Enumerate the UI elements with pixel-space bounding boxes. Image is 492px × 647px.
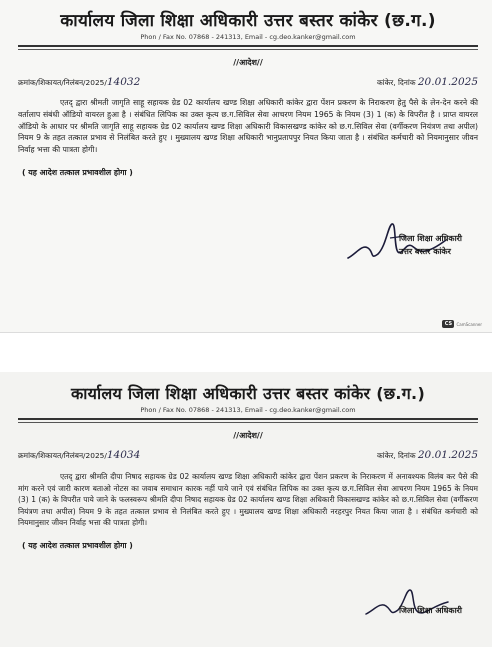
order-heading: //आदेश// — [233, 431, 263, 440]
reference-number — [18, 76, 140, 88]
date-prefix: कांकेर, दिनांक — [376, 78, 416, 87]
order-body — [18, 97, 478, 156]
office-title: कार्यालय जिला शिक्षा अधिकारी उत्तर बस्तर कांकेर (छ.ग.) — [70, 384, 426, 403]
order-date — [377, 76, 478, 88]
effective-note: ( यह आदेश तत्काल प्रभावशील होगा ) — [22, 167, 133, 177]
camscanner-logo-icon: CS — [442, 320, 454, 328]
effective-note: ( यह आदेश तत्काल प्रभावशील होगा ) — [22, 540, 133, 550]
page-gap — [0, 332, 492, 373]
reference-prefix: क्रमांक/शिकायत/निलंबन/2025/ — [18, 78, 107, 87]
order-heading: //आदेश// — [233, 58, 263, 67]
office-contact: Phon / Fax No. 07868 - 241313, Email - cg.deo.kanker@gmail.com — [140, 33, 356, 41]
signatory-designation: जिला शिक्षा अधिकारी — [398, 606, 462, 615]
signatory-designation: जिला शिक्षा अधिकारी — [398, 234, 462, 243]
reference-handwritten-number: 14034 — [106, 449, 141, 461]
camscanner-badge — [442, 320, 482, 328]
order-document-2 — [0, 372, 492, 647]
header-rule-thin — [18, 49, 478, 50]
office-contact: Phon / Fax No. 07868 - 241313, Email - cg.deo.kanker@gmail.com — [140, 406, 356, 414]
signatory-block — [399, 604, 462, 617]
signatory-location: उत्तर बस्तर कांकेर — [398, 247, 451, 256]
reference-row — [18, 449, 478, 461]
order-body — [18, 471, 478, 529]
header-rule — [18, 45, 478, 47]
reference-handwritten-number: 14032 — [106, 76, 141, 88]
reference-prefix: क्रमांक/शिकायत/निलंबन/2025/ — [18, 451, 107, 460]
header-rule — [18, 418, 478, 420]
camscanner-label: CamScanner — [456, 321, 482, 327]
date-handwritten: 20.01.2025 — [417, 449, 478, 461]
date-handwritten: 20.01.2025 — [417, 76, 478, 88]
office-title: कार्यालय जिला शिक्षा अधिकारी उत्तर बस्तर कांकेर (छ.ग.) — [60, 11, 436, 31]
reference-row — [18, 76, 478, 88]
reference-number — [18, 449, 140, 461]
date-prefix: कांकेर, दिनांक — [376, 451, 416, 460]
header-rule-thin — [18, 422, 478, 423]
order-body-paragraph: एतद् द्वारा श्रीमति दीपा निषाद सहायक ग्रेड 02 कार्यालय खण्ड शिक्षा अधिकारी कांकेर द्वारा पेंशन प्रकरण के निराकरण में अनावश्यक विलंब कर पैसे की मांग करने एवं जारी कारण बताओ नोटस का जवाब समाधान कारक नहीं पाये जाने एवं संबंधित लिपिक का उक्त कृत्य छ.ग.सिविल सेवा आचरण नियम 1965 के नियम (3) 1 (क) के विपरीत पाये जाने के फलस्वरूप श्रीमति दीपा निषाद सहायक ग्रेड 02 कार्यालय खण्ड शिक्षा अधिकारी विकासखण्ड कांकेर को छ.ग.सिविल सेवा (वर्गीकरण नियंत्रण तथा अपील) नियम 9 के तहत तत्काल प्रभाव से निलंबित करते हुए । मुख्यालय खण्ड शिक्षा अधिकारी नरहरपुर नियत किया जाता है । संबंधित कर्मचारी को नियमानुसार जीवन निर्वाह भत्ता की पात्रता होगी। — [18, 472, 478, 528]
signatory-block — [399, 232, 462, 258]
order-date — [377, 449, 478, 461]
order-body-paragraph: एतद् द्वारा श्रीमती जागृति साहू सहायक ग्रेड 02 कार्यालय खण्ड शिक्षा अधिकारी कांकेर द्वारा पेंशन प्रकरण के निराकरण हेतु पैसे के लेन-देन करने की वर्तालाप संबंधी ऑडियो वायरल हुआ है । संबंधित लिपिक का उक्त कृत्य छ.ग.सिविल सेवा आचरण नियम 1965 के नियम (3) 1 (क) के विपरीत है । प्राप्त वायरल ऑडियो के आधार पर श्रीमति जागृति साहू सहायक ग्रेड 02 कार्यालय खण्ड शिक्षा अधिकारी विकासखण्ड कांकेर को छ.ग.सिविल सेवा (वर्गीकरण नियंत्रण तथा अपील) नियम 9 के तहत तत्काल प्रभाव से निलंबित करते हुए । मुख्यालय खण्ड शिक्षा अधिकारी भानुप्रतापपुर नियत किया जाता है । संबंधित कर्मचारी को नियमानुसार जीवन निर्वाह भत्ता की पात्रता होगी। — [18, 98, 478, 155]
